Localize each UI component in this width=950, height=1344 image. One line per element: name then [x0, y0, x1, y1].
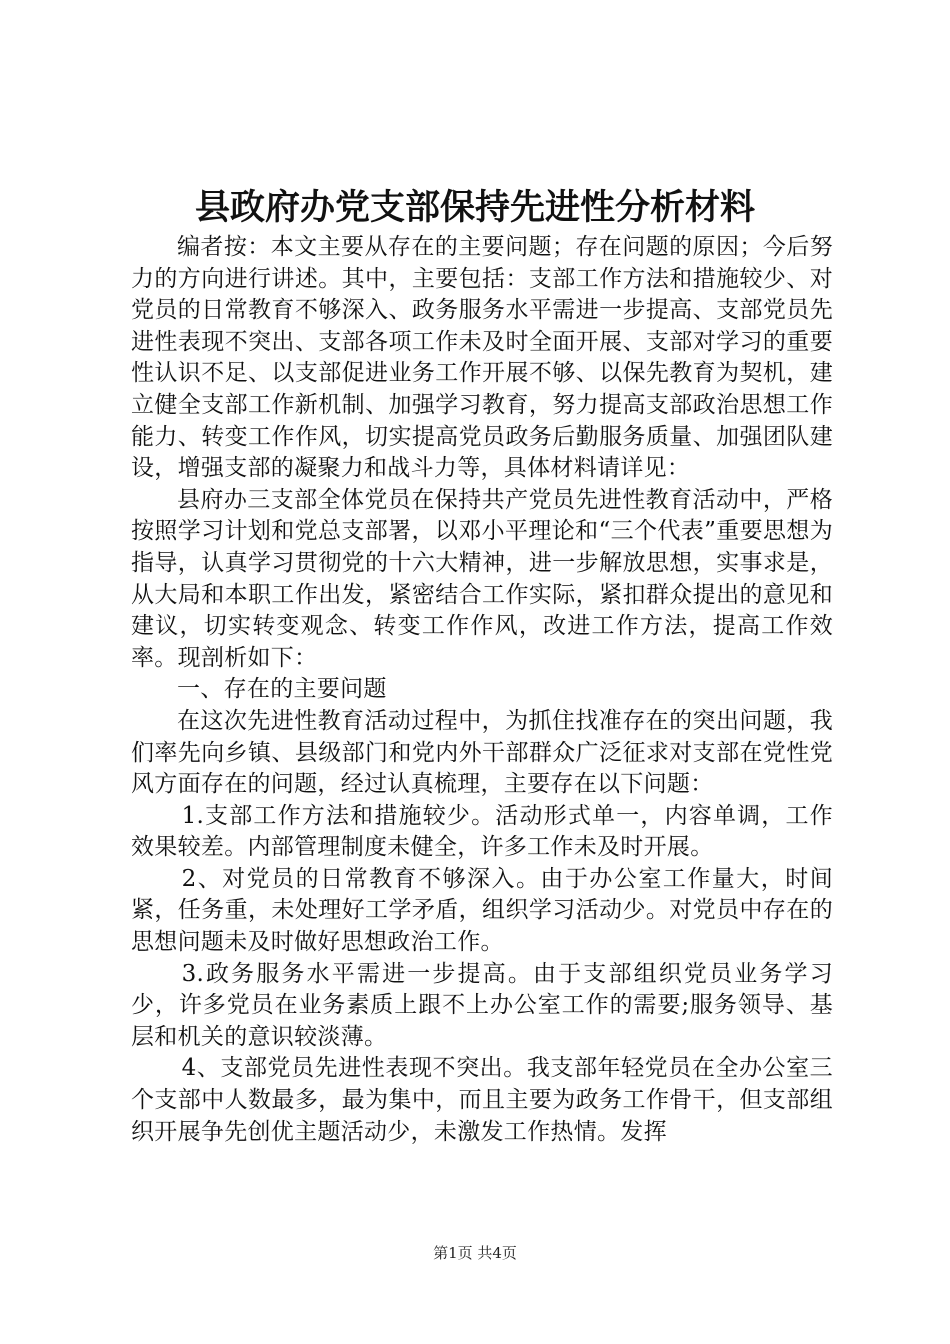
page-footer: 第1页 共4页 [433, 1244, 517, 1262]
list-item-paragraph: 4、支部党员先进性表现不突出。我支部年轻党员在全办公室三个支部中人数最多，最为集中，而且主要为政务工作骨干，但支部组织开展争先创优主题活动少，未激发工作热情。发挥 [131, 1055, 833, 1145]
list-item-paragraph: 1.支部工作方法和措施较少。活动形式单一，内容单调，工作效果较差。内部管理制度未健全，许多工作未及时开展。 [131, 802, 833, 861]
body-paragraph: 在这次先进性教育活动过程中，为抓住找准存在的突出问题，我们率先向乡镇、县级部门和党内外干部群众广泛征求对支部在党性党风方面存在的问题，经过认真梳理，主要存在以下问题： [131, 707, 833, 798]
document-title: 县政府办党支部保持先进性分析材料 [194, 187, 755, 228]
document-body [131, 232, 833, 1148]
list-item-paragraph: 3.政务服务水平需进一步提高。由于支部组织党员业务学习少，许多党员在业务素质上跟不上办公室工作的需要;服务领导、基层和机关的意识较淡薄。 [131, 960, 833, 1050]
intro-paragraph: 县府办三支部全体党员在保持共产党员先进性教育活动中，严格按照学习计划和党总支部署，以邓小平理论和“三个代表”重要思想为指导，认真学习贯彻党的十六大精神，进一步解放思想，实事求是，从大局和本职工作出发，紧密结合工作实际，紧扣群众提出的意见和建议，切实转变观念、转变工作作风，改进工作方法，提高工作效率。现剖析如下： [131, 486, 833, 671]
list-item-paragraph: 2、对党员的日常教育不够深入。由于办公室工作量大，时间紧，任务重，未处理好工学矛盾，组织学习活动少。对党员中存在的思想问题未及时做好思想政治工作。 [131, 865, 833, 956]
section-heading: 一、存在的主要问题 [177, 676, 387, 703]
editor-note-paragraph: 编者按：本文主要从存在的主要问题；存在问题的原因；今后努力的方向进行讲述。其中，主要包括：支部工作方法和措施较少、对党员的日常教育不够深入、政务服务水平需进一步提高、支部党员先进性表现不突出、支部各项工作未及时全面开展、支部对学习的重要性认识不足、以支部促进业务工作开展不够、以保先教育为契机，建立健全支部工作新机制、加强学习教育，努力提高支部政治思想工作能力、转变工作作风，切实提高党员政务后勤服务质量、加强团队建设，增强支部的凝聚力和战斗力等，具体材料请详见： [131, 234, 833, 482]
